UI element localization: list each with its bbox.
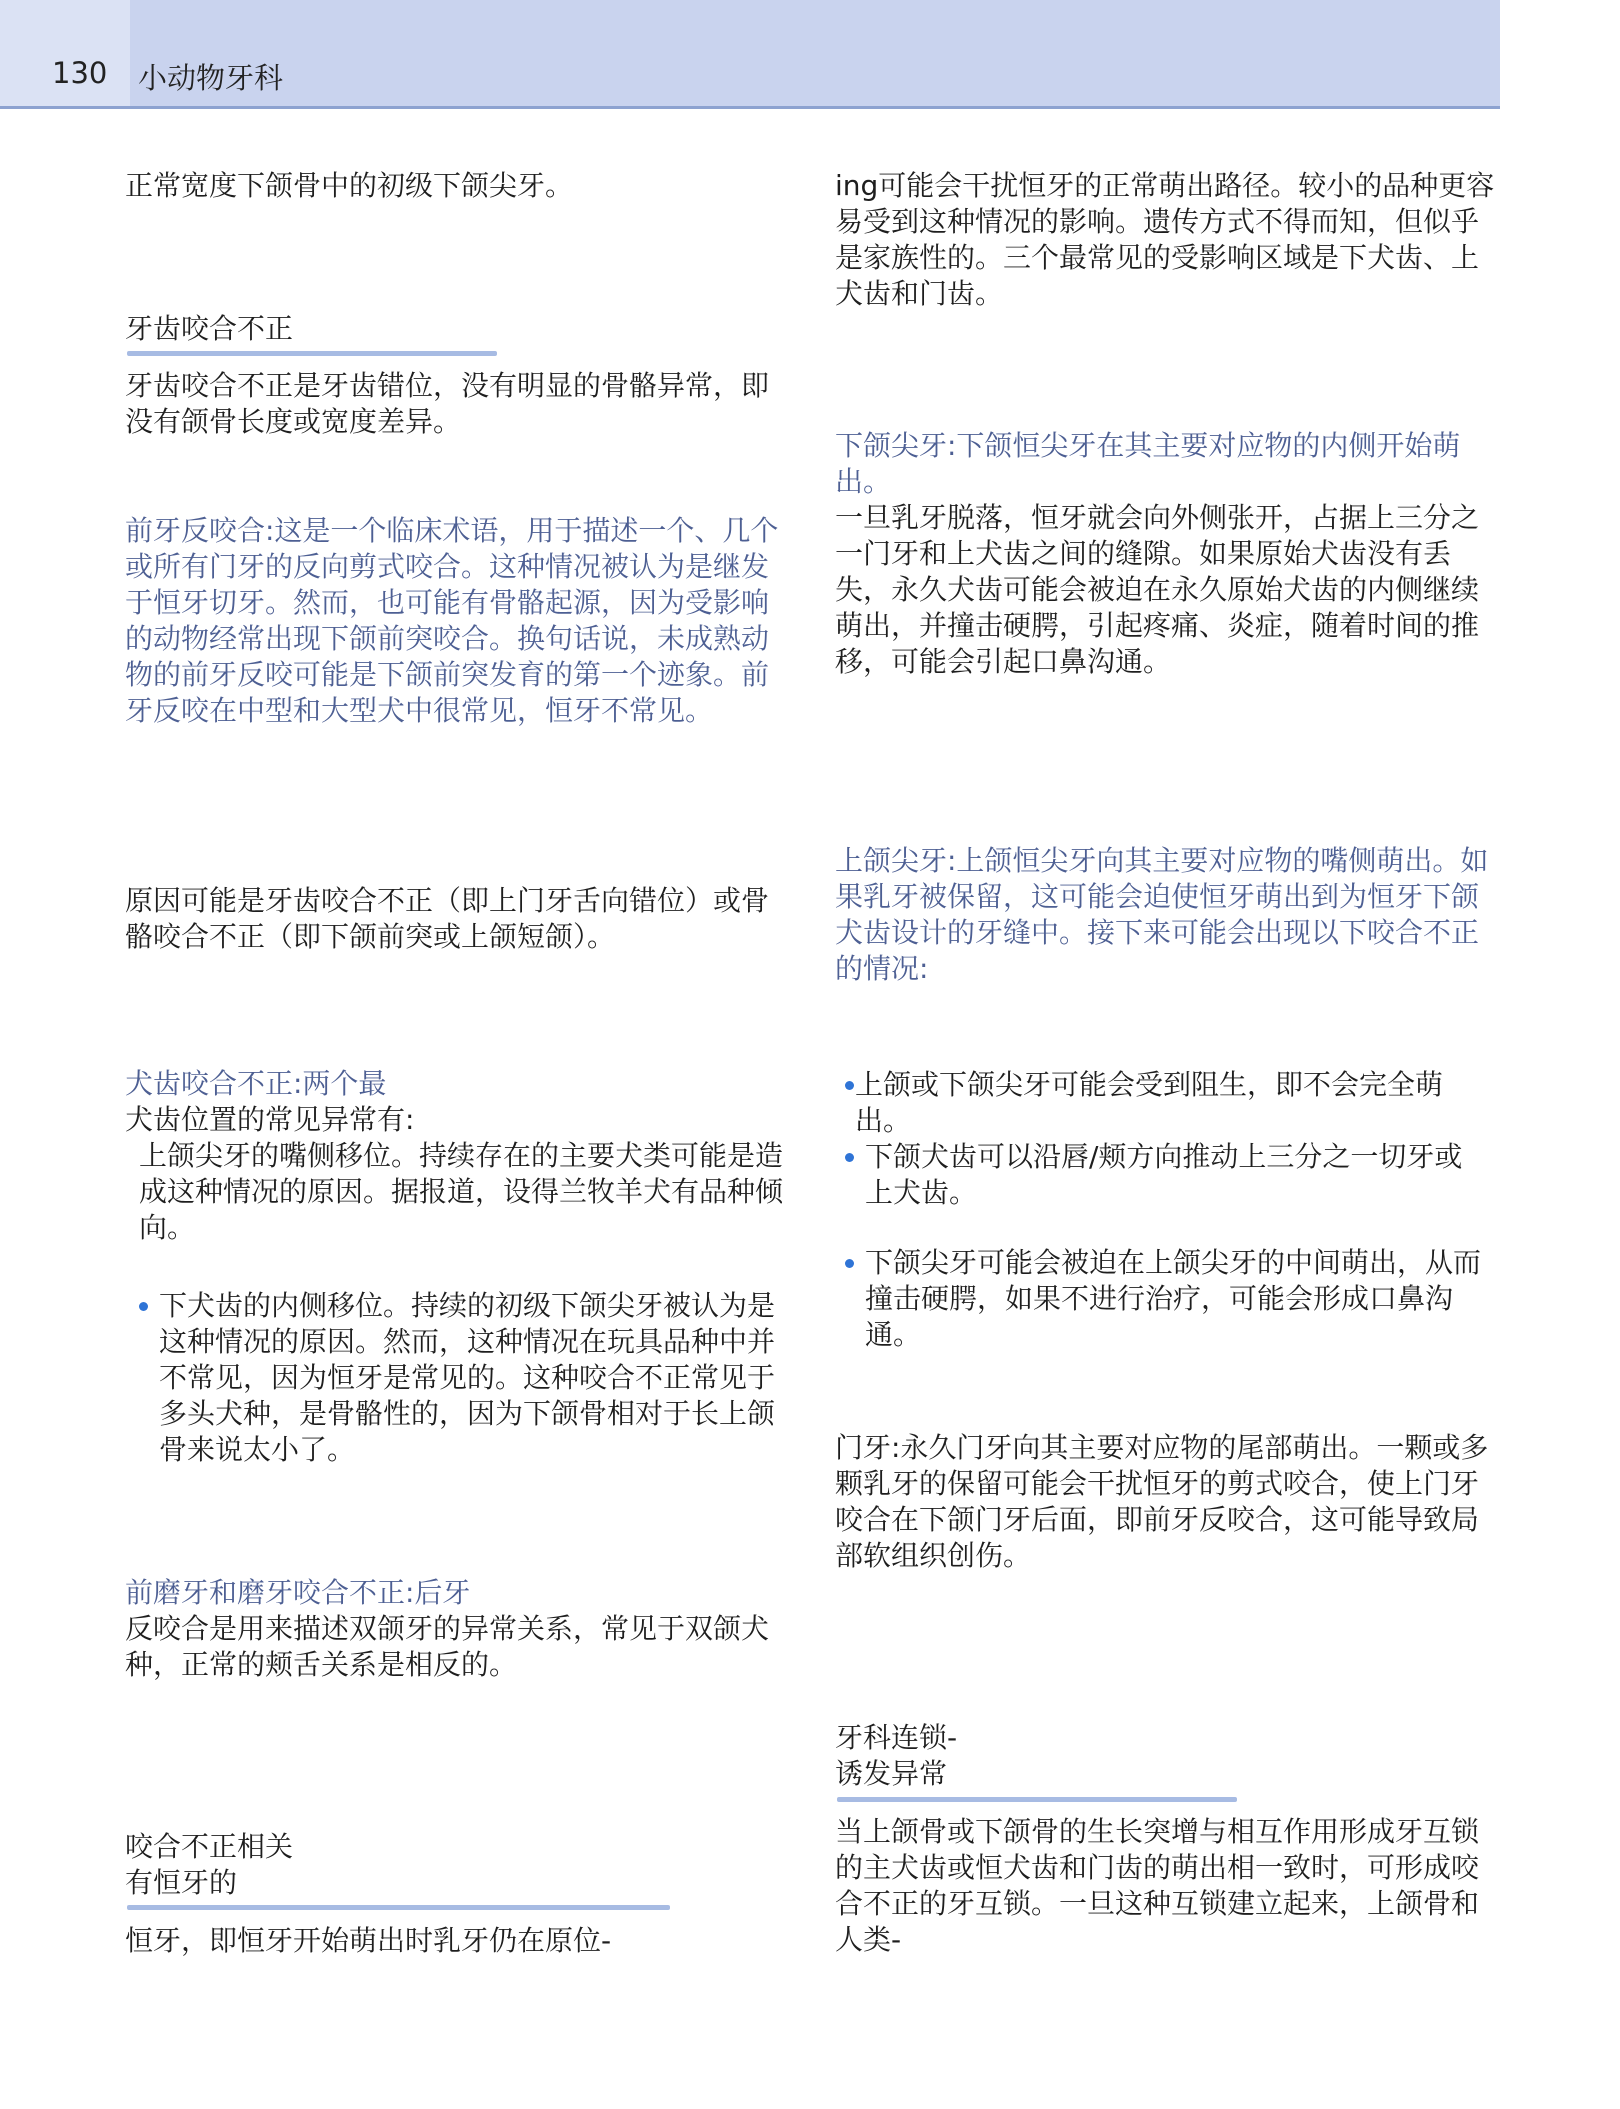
mandibular-canine-heading: 下颌尖牙:下颌恒尖牙在其主要对应物的内侧开始萌出。 [835, 429, 1461, 498]
incisor-paragraph: 门牙:永久门牙向其主要对应物的尾部萌出。一颗或多颗乳牙的保留可能会干扰恒牙的剪式咬合，使上门牙咬合在下颌门牙后面，即前牙反咬合，这可能导致局部软组织创伤。 [835, 1431, 1489, 1572]
bullet-dot-icon [845, 1081, 854, 1090]
running-title: 小动物牙科 [138, 61, 284, 95]
maxillary-item-displaced-text: 下颌犬齿可以沿唇/颊方向推动上三分之一切牙或上犬齿。 [865, 1140, 1463, 1209]
malocclusion-paragraph: 牙齿咬合不正是牙齿错位，没有明显的骨骼异常，即没有颌骨长度或宽度差异。 [125, 369, 770, 438]
malocclusion-heading: 牙齿咬合不正 [125, 312, 294, 345]
intro-paragraph: 正常宽度下颌骨中的初级下颌尖牙。 [125, 169, 574, 202]
canine-item-maxillary: 上颌尖牙的嘴侧移位。持续存在的主要犬类可能是造成这种情况的原因。据报道，设得兰牧羊犬有品种倾向。 [139, 1139, 784, 1244]
page-number: 130 [52, 56, 108, 90]
maxillary-item-impacted [845, 1067, 1485, 1139]
bullet-dot-icon [845, 1153, 854, 1162]
continued-paragraph: ing可能会干扰恒牙的正常萌出路径。较小的品种更容易受到这种情况的影响。遗传方式不得而知，但似乎是家族性的。三个最常见的受影响区域是下犬齿、上犬齿和门齿。 [835, 169, 1495, 310]
canine-malocclusion-intro: 犬齿位置的常见异常有: [125, 1103, 415, 1136]
retained-teeth-heading-line1: 咬合不正相关 [125, 1830, 294, 1863]
canine-item-mandibular-text: 下犬齿的内侧移位。持续的初级下颌尖牙被认为是这种情况的原因。然而，这种情况在玩具品种中并不常见，因为恒牙是常见的。这种咬合不正常见于多头犬种，是骨骼性的，因为下颌骨相对于长上颌骨来说太小了。 [159, 1289, 776, 1466]
malocclusion-heading-rule [127, 351, 497, 356]
canine-item-mandibular [139, 1288, 787, 1468]
premolar-malocclusion-text: 反咬合是用来描述双颌牙的异常关系，常见于双颌犬种，正常的颊舌关系是相反的。 [125, 1612, 770, 1681]
maxillary-item-impacted-text: 上颌或下颌尖牙可能会受到阻生，即不会完全萌出。 [855, 1068, 1444, 1137]
dental-interlock-heading-line2: 诱发异常 [835, 1757, 948, 1790]
canine-malocclusion-heading: 犬齿咬合不正:两个最 [125, 1067, 387, 1100]
header-band [0, 0, 1500, 109]
dental-interlock-heading-rule [837, 1797, 1237, 1802]
dental-interlock-paragraph: 当上颌骨或下颌骨的生长突增与相互作用形成牙互锁的主犬齿或恒犬齿和门齿的萌出相一致时，可形成咬合不正的牙互锁。一旦这种互锁建立起来，上颌骨和人类- [835, 1815, 1480, 1956]
anterior-crossbite-paragraph: 前牙反咬合:这是一个临床术语，用于描述一个、几个或所有门牙的反向剪式咬合。这种情况被认为是继发于恒牙切牙。然而，也可能有骨骼起源，因为受影响的动物经常出现下颌前突咬合。换句话说，未成熟动物的前牙反咬可能是下颌前突发育的第一个迹象。前牙反咬在中型和大型犬中很常见，恒牙不常见。 [125, 514, 779, 727]
bullet-dot-icon [845, 1259, 854, 1268]
bullet-dot-icon [139, 1302, 148, 1311]
retained-teeth-heading-rule [127, 1905, 670, 1910]
dental-interlock-heading-line1: 牙科连锁- [835, 1721, 958, 1754]
maxillary-item-palate-text: 下颌尖牙可能会被迫在上颌尖牙的中间萌出，从而撞击硬腭，如果不进行治疗，可能会形成口鼻沟通。 [865, 1246, 1482, 1351]
mandibular-canine-paragraph: 一旦乳牙脱落，恒牙就会向外侧张开，占据上三分之一门牙和上犬齿之间的缝隙。如果原始犬齿没有丢失，永久犬齿可能会被迫在永久原始犬齿的内侧继续萌出，并撞击硬腭，引起疼痛、炎症，随着时间的推移，可能会引起口鼻沟通。 [835, 501, 1480, 678]
page-number-tab [0, 0, 130, 106]
maxillary-canine-paragraph: 上颌尖牙:上颌恒尖牙向其主要对应物的嘴侧萌出。如果乳牙被保留，这可能会迫使恒牙萌出到为恒牙下颌犬齿设计的牙缝中。接下来可能会出现以下咬合不正的情况: [835, 844, 1489, 985]
retained-teeth-paragraph: 恒牙，即恒牙开始萌出时乳牙仍在原位- [125, 1924, 612, 1957]
maxillary-item-palate [845, 1245, 1495, 1353]
retained-teeth-heading-line2: 有恒牙的 [125, 1866, 238, 1899]
maxillary-item-displaced [845, 1139, 1485, 1211]
premolar-malocclusion-heading: 前磨牙和磨牙咬合不正:后牙 [125, 1576, 471, 1609]
causes-paragraph: 原因可能是牙齿咬合不正（即上门牙舌向错位）或骨骼咬合不正（即下颌前突或上颌短颌）。 [125, 884, 770, 953]
